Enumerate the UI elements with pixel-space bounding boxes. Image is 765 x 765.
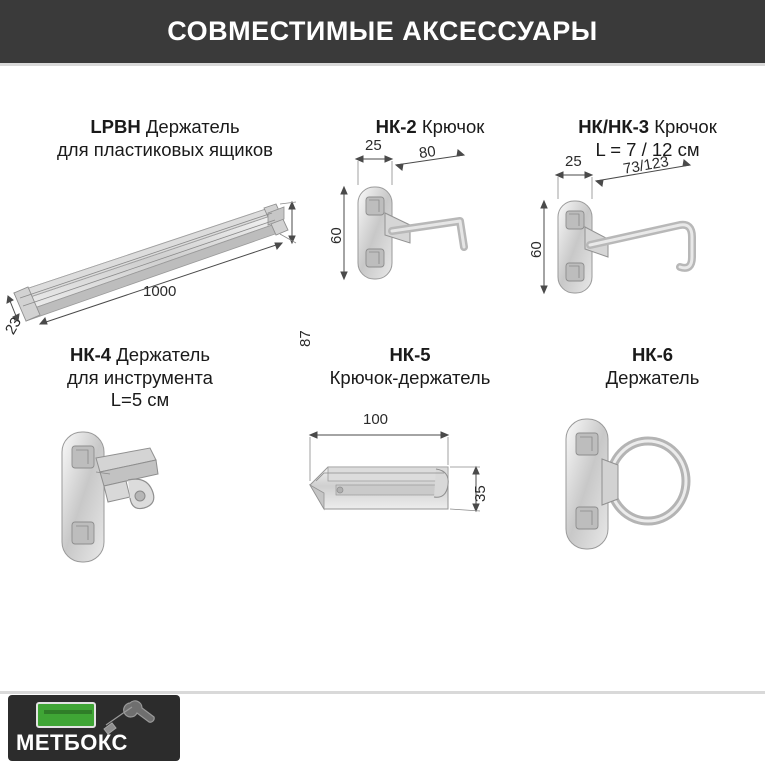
product-illustration-lpbh — [0, 161, 330, 348]
dim-nk5-100: 100 — [363, 411, 389, 429]
brand-logo — [8, 695, 180, 761]
nk4-drawing — [0, 412, 280, 592]
product-subtitle-nk6: Держатель — [605, 366, 700, 388]
page-header — [0, 0, 765, 66]
nk6-drawing — [540, 389, 765, 569]
dim-lpbh-23: 23 — [2, 314, 26, 338]
dim-nk2-25: 25 — [365, 136, 382, 154]
product-caption-nk2 — [330, 116, 530, 139]
wrench-icon — [100, 699, 156, 733]
product-illustration-nk4 — [0, 412, 280, 592]
dim-nk5-35: 35 — [472, 485, 489, 503]
product-name-nk3: Крючок — [654, 116, 717, 137]
product-code-nk4: НК-4 — [70, 344, 112, 365]
product-code-lpbh: LPBH — [90, 116, 141, 137]
product-caption-nk4 — [0, 344, 280, 412]
product-code-nk2: НК-2 — [375, 116, 417, 137]
product-row-top — [0, 66, 765, 348]
product-card-nk5 — [280, 344, 540, 628]
product-code-nk3: НК/НК-3 — [578, 116, 650, 137]
dim-lpbh-87: 87 — [297, 330, 314, 348]
product-subtitle-lpbh: для пластиковых ящиков — [56, 138, 273, 160]
product-code-nk6: НК-6 — [631, 344, 674, 365]
dim-nk2-80: 80 — [417, 142, 437, 162]
nk5-drawing — [280, 389, 540, 569]
brand-name: МЕТБОКС — [16, 730, 128, 755]
dim-nk3-25: 25 — [565, 153, 582, 171]
product-name-nk4: Держатель — [116, 344, 210, 365]
dim-nk3-73123: 73/123 — [621, 153, 671, 178]
product-card-lpbh — [0, 116, 330, 348]
product-illustration-nk5 — [280, 389, 540, 569]
product-code-nk5: НК-5 — [389, 344, 431, 365]
product-card-nk4 — [0, 344, 280, 628]
product-name-nk2: Крючок — [421, 116, 485, 137]
page-footer — [0, 691, 765, 765]
product-card-nk3 — [530, 116, 765, 328]
page-title: СОВМЕСТИМЫЕ АКСЕССУАРЫ — [167, 16, 598, 46]
dim-lpbh-1000: 1000 — [143, 283, 177, 301]
product-illustration-nk6 — [540, 389, 765, 569]
product-name-lpbh: Держатель — [145, 116, 240, 137]
product-caption-lpbh — [0, 116, 330, 161]
dim-nk3-60: 60 — [528, 241, 545, 259]
product-length-nk4: L=5 см — [110, 389, 170, 411]
lpbh-drawing — [0, 161, 330, 336]
product-caption-nk6 — [540, 344, 765, 389]
product-illustration-nk3 — [528, 153, 765, 336]
product-illustration-nk2 — [328, 136, 530, 314]
toolbox-icon — [36, 702, 96, 728]
nk2-drawing — [330, 136, 530, 314]
product-row-bottom — [0, 328, 765, 628]
product-subtitle-nk5: Крючок-держатель — [329, 366, 491, 388]
product-subtitle-nk3: L = 7 / 12 см — [595, 138, 700, 160]
product-subtitle-nk4: для инструмента — [67, 366, 213, 388]
nk3-drawing — [530, 161, 765, 336]
catalog-sheet — [0, 66, 765, 691]
dim-nk2-60: 60 — [328, 226, 345, 244]
product-card-nk2 — [330, 116, 530, 328]
product-card-nk6 — [540, 344, 765, 628]
product-caption-nk5 — [280, 344, 540, 389]
